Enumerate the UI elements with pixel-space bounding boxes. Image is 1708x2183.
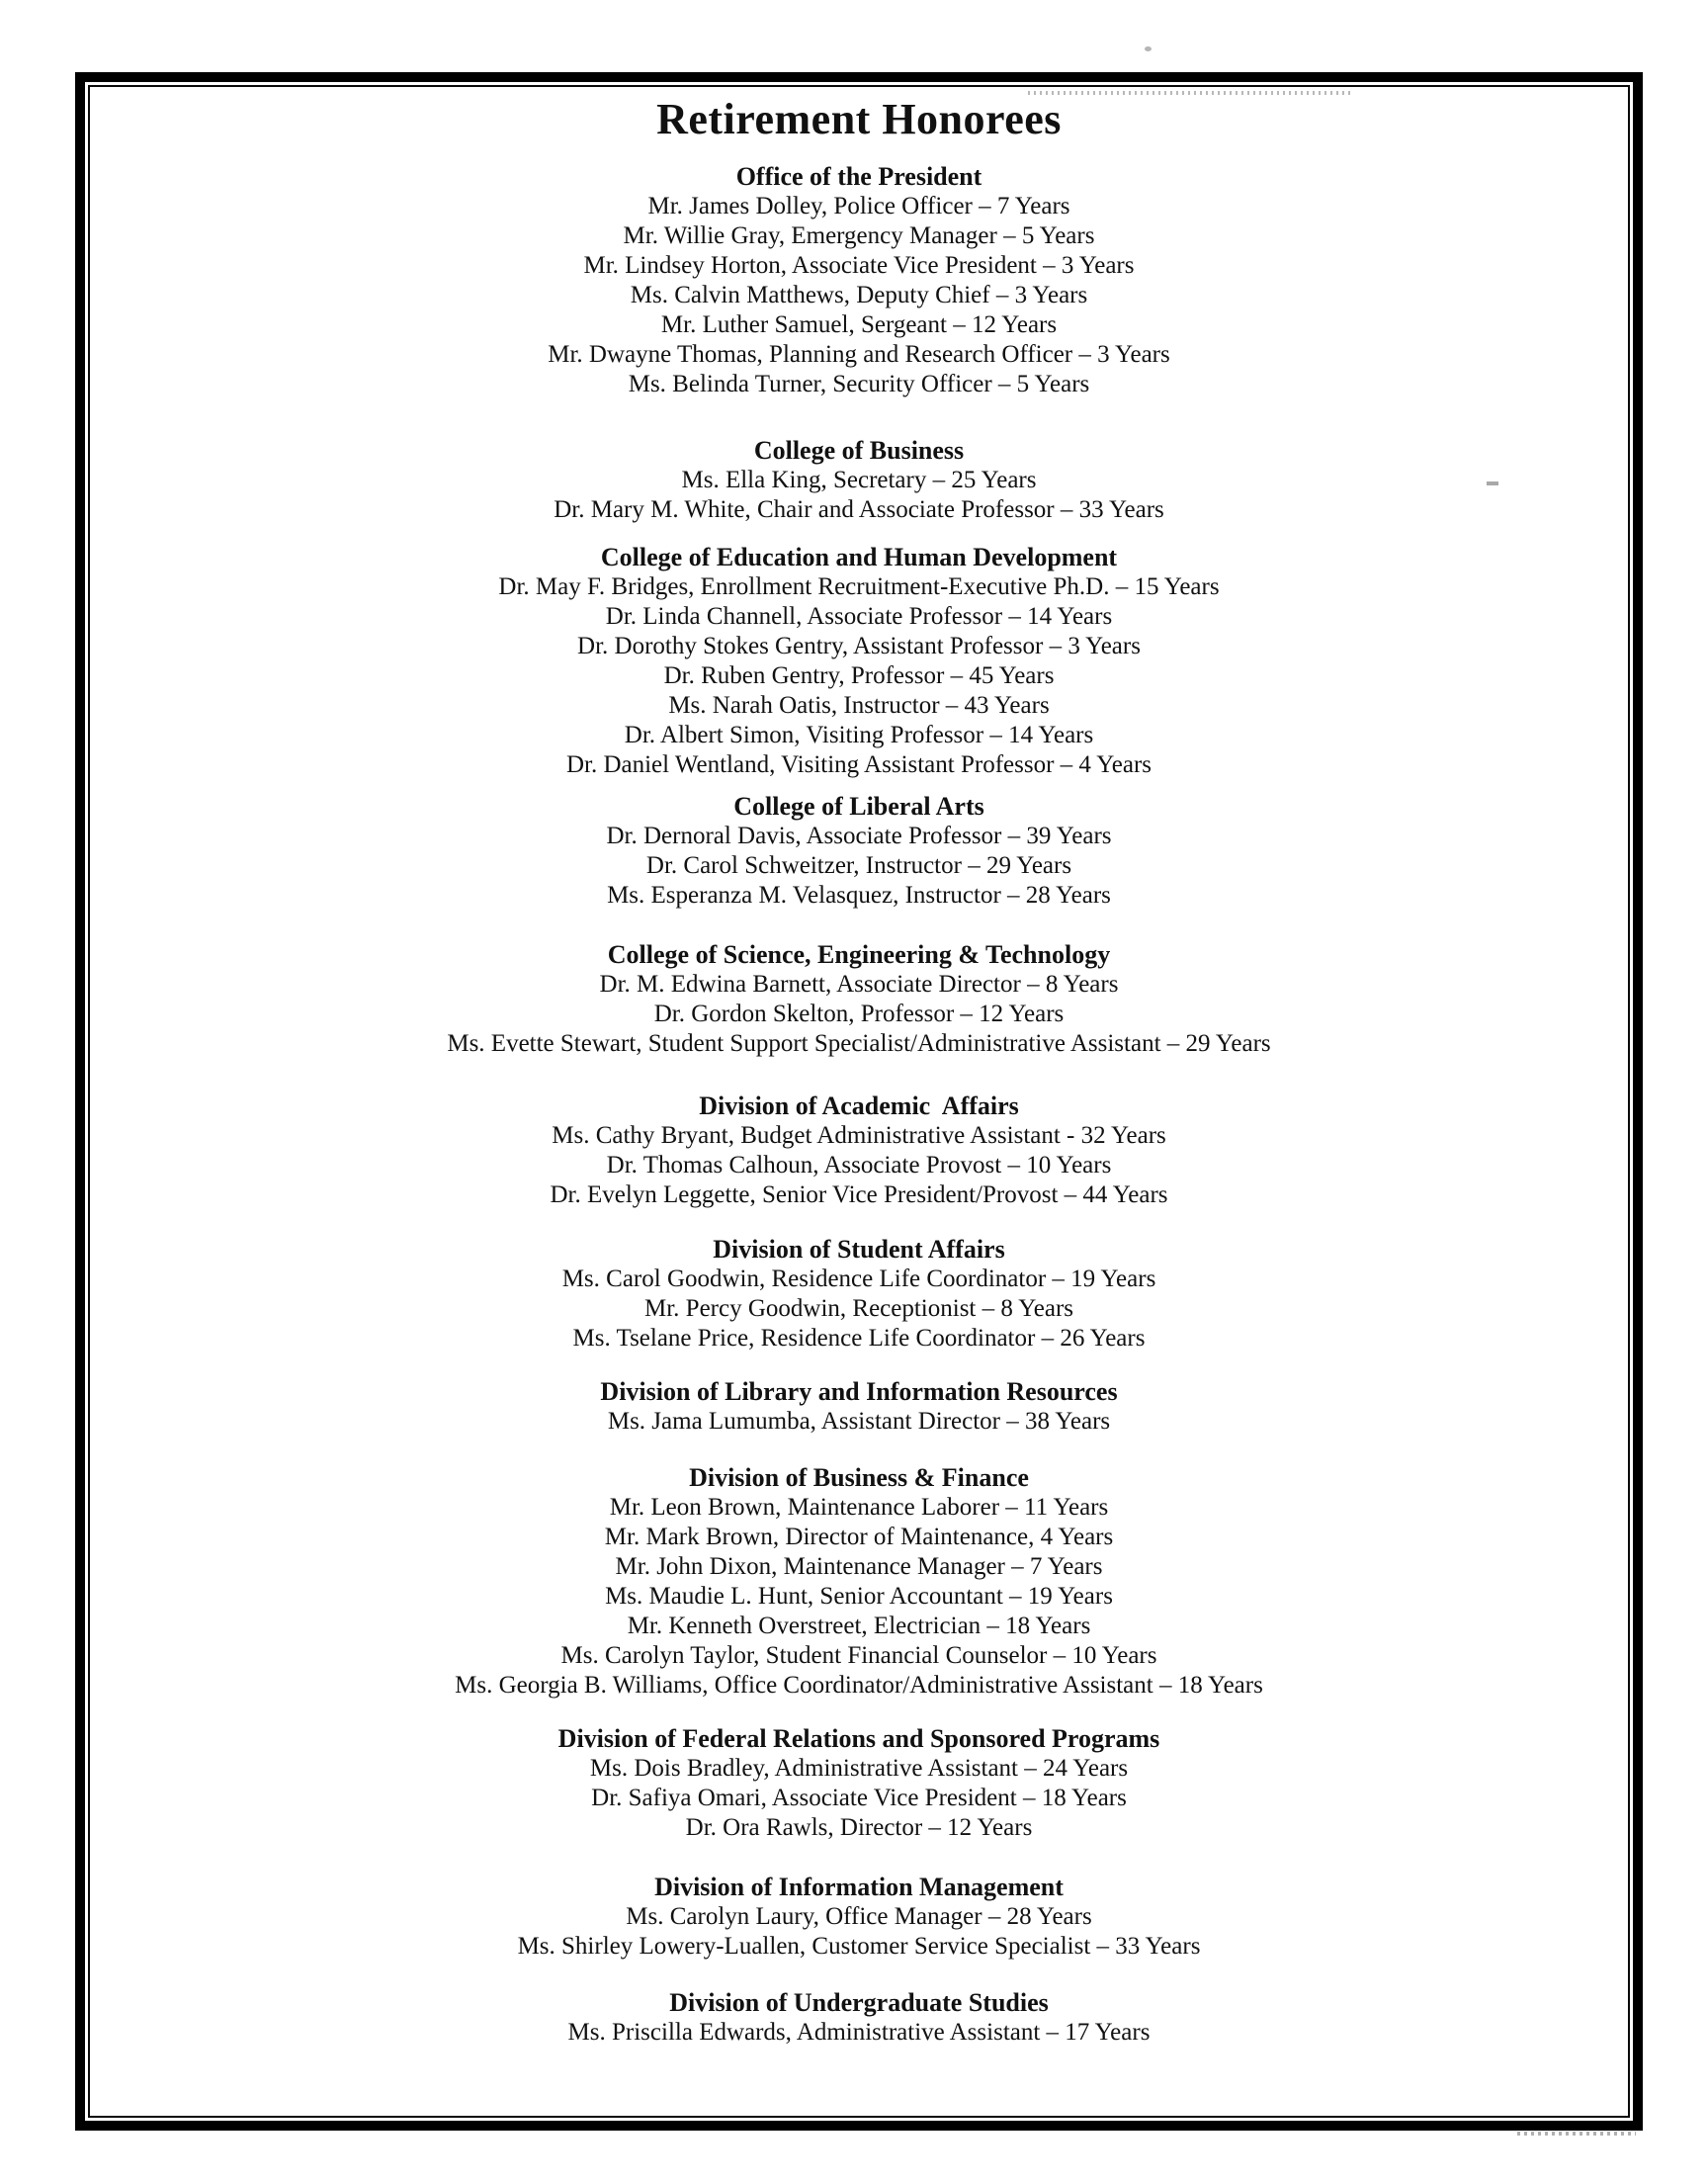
honoree-entry: Dr. Linda Channell, Associate Professor – 14 Years xyxy=(605,603,1113,630)
section-heading: Division of Undergraduate Studies xyxy=(669,1988,1049,2017)
honoree-entry: Ms. Cathy Bryant, Budget Administrative Assistant - 32 Years xyxy=(552,1122,1166,1149)
honoree-section xyxy=(90,1724,1628,1843)
honoree-entry: Ms. Evette Stewart, Student Support Specialist/Administrative Assistant – 29 Years xyxy=(447,1030,1271,1057)
honoree-entry: Dr. Mary M. White, Chair and Associate Professor – 33 Years xyxy=(554,496,1164,523)
section-heading: College of Business xyxy=(753,436,965,465)
honoree-entry: Mr. Luther Samuel, Sergeant – 12 Years xyxy=(660,311,1058,338)
section-heading: College of Liberal Arts xyxy=(733,792,984,821)
honoree-entry: Ms. Carolyn Taylor, Student Financial Counselor – 10 Years xyxy=(560,1642,1157,1669)
decorative-inner-border xyxy=(88,85,1630,2118)
honoree-entry: Ms. Belinda Turner, Security Officer – 5 Years xyxy=(628,371,1090,397)
honoree-entry: Dr. Ruben Gentry, Professor – 45 Years xyxy=(663,662,1055,689)
honoree-entry: Mr. Percy Goodwin, Receptionist – 8 Years xyxy=(644,1295,1073,1322)
honoree-section xyxy=(90,1988,1628,2048)
honoree-entry: Dr. Evelyn Leggette, Senior Vice President/Provost – 44 Years xyxy=(550,1181,1168,1208)
honoree-entry: Dr. Albert Simon, Visiting Professor – 14 Years xyxy=(624,722,1094,748)
section-heading: Division of Information Management xyxy=(654,1873,1064,1901)
honoree-entry: Ms. Esperanza M. Velasquez, Instructor – 28 Years xyxy=(607,882,1111,909)
scan-artifact-speckle-bottom xyxy=(1517,2132,1636,2136)
honoree-entry: Ms. Ella King, Secretary – 25 Years xyxy=(681,467,1037,493)
honoree-section xyxy=(90,1377,1628,1437)
section-heading: Division of Federal Relations and Sponsored Programs xyxy=(557,1724,1160,1753)
honoree-entry: Ms. Georgia B. Williams, Office Coordinator/Administrative Assistant – 18 Years xyxy=(455,1672,1263,1699)
section-entries xyxy=(90,2018,1628,2048)
honoree-entry: Dr. Gordon Skelton, Professor – 12 Years xyxy=(653,1001,1065,1027)
honoree-entry: Dr. Carol Schweitzer, Instructor – 29 Years xyxy=(645,852,1072,879)
section-entries xyxy=(90,192,1628,399)
honoree-entry: Mr. James Dolley, Police Officer – 7 Years xyxy=(647,193,1070,219)
section-entries xyxy=(90,822,1628,911)
honoree-entry: Ms. Narah Oatis, Instructor – 43 Years xyxy=(668,692,1050,719)
honoree-entry: Ms. Carolyn Laury, Office Manager – 28 Years xyxy=(626,1903,1092,1930)
honoree-section xyxy=(90,1873,1628,1962)
honoree-entry: Mr. Mark Brown, Director of Maintenance, 4 Years xyxy=(604,1524,1114,1550)
section-entries xyxy=(90,466,1628,525)
section-entries xyxy=(90,1407,1628,1437)
section-heading: Division of Library and Information Resources xyxy=(600,1377,1118,1406)
honoree-section xyxy=(90,1235,1628,1353)
honoree-section xyxy=(90,436,1628,525)
section-heading: Division of Business & Finance xyxy=(689,1463,1029,1492)
section-entries xyxy=(90,970,1628,1059)
honoree-entry: Mr. Willie Gray, Emergency Manager – 5 Years xyxy=(623,222,1095,249)
page-title: Retirement Honorees xyxy=(656,95,1062,143)
section-entries xyxy=(90,1902,1628,1962)
honoree-section xyxy=(90,1463,1628,1701)
honoree-entry: Dr. Dernoral Davis, Associate Professor – 39 Years xyxy=(606,823,1112,849)
honoree-entry: Ms. Tselane Price, Residence Life Coordinator – 26 Years xyxy=(572,1325,1146,1352)
honoree-entry: Dr. Thomas Calhoun, Associate Provost – 10 Years xyxy=(606,1152,1112,1179)
honoree-entry: Dr. Ora Rawls, Director – 12 Years xyxy=(685,1814,1033,1841)
section-entries xyxy=(90,1754,1628,1843)
honoree-entry: Ms. Jama Lumumba, Assistant Director – 38 Years xyxy=(607,1408,1111,1435)
section-heading: Division of Student Affairs xyxy=(713,1235,1005,1264)
section-heading: Office of the President xyxy=(735,162,982,191)
honoree-entry: Mr. Dwayne Thomas, Planning and Research Officer – 3 Years xyxy=(548,341,1170,368)
section-entries xyxy=(90,1121,1628,1210)
honoree-entry: Dr. Daniel Wentland, Visiting Assistant Professor – 4 Years xyxy=(565,751,1153,778)
honoree-entry: Ms. Dois Bradley, Administrative Assistant – 24 Years xyxy=(589,1755,1129,1782)
honoree-entry: Dr. Safiya Omari, Associate Vice President – 18 Years xyxy=(591,1785,1127,1811)
honoree-entry: Ms. Carol Goodwin, Residence Life Coordinator – 19 Years xyxy=(561,1266,1156,1292)
section-heading: Division of Academic Affairs xyxy=(699,1092,1019,1120)
decorative-outer-border xyxy=(75,72,1643,2131)
honoree-entry: Mr. John Dixon, Maintenance Manager – 7 Years xyxy=(615,1553,1103,1580)
honoree-section xyxy=(90,162,1628,399)
section-entries xyxy=(90,572,1628,780)
section-entries xyxy=(90,1265,1628,1353)
honoree-entry: Ms. Calvin Matthews, Deputy Chief – 3 Years xyxy=(630,282,1088,308)
honoree-entry: Ms. Priscilla Edwards, Administrative Assistant – 17 Years xyxy=(567,2019,1151,2046)
honoree-section xyxy=(90,1092,1628,1210)
honoree-entry: Dr. May F. Bridges, Enrollment Recruitment-Executive Ph.D. – 15 Years xyxy=(498,573,1220,600)
honoree-entry: Mr. Lindsey Horton, Associate Vice President – 3 Years xyxy=(583,252,1135,279)
honoree-entry: Dr. M. Edwina Barnett, Associate Director – 8 Years xyxy=(599,971,1119,998)
honoree-entry: Dr. Dorothy Stokes Gentry, Assistant Professor – 3 Years xyxy=(577,633,1141,659)
honoree-entry: Mr. Kenneth Overstreet, Electrician – 18 Years xyxy=(627,1613,1091,1639)
honoree-section xyxy=(90,940,1628,1059)
honoree-section xyxy=(90,792,1628,911)
honoree-entry: Mr. Leon Brown, Maintenance Laborer – 11 Years xyxy=(609,1494,1109,1521)
scan-artifact-dot xyxy=(1145,46,1152,51)
section-heading: College of Science, Engineering & Technology xyxy=(607,940,1111,969)
section-heading: College of Education and Human Development xyxy=(600,543,1118,571)
honoree-entry: Ms. Maudie L. Hunt, Senior Accountant – 19 Years xyxy=(605,1583,1113,1610)
honoree-sections xyxy=(90,162,1628,2048)
honoree-entry: Ms. Shirley Lowery-Luallen, Customer Service Specialist – 33 Years xyxy=(517,1933,1201,1960)
honoree-section xyxy=(90,543,1628,780)
section-entries xyxy=(90,1493,1628,1701)
